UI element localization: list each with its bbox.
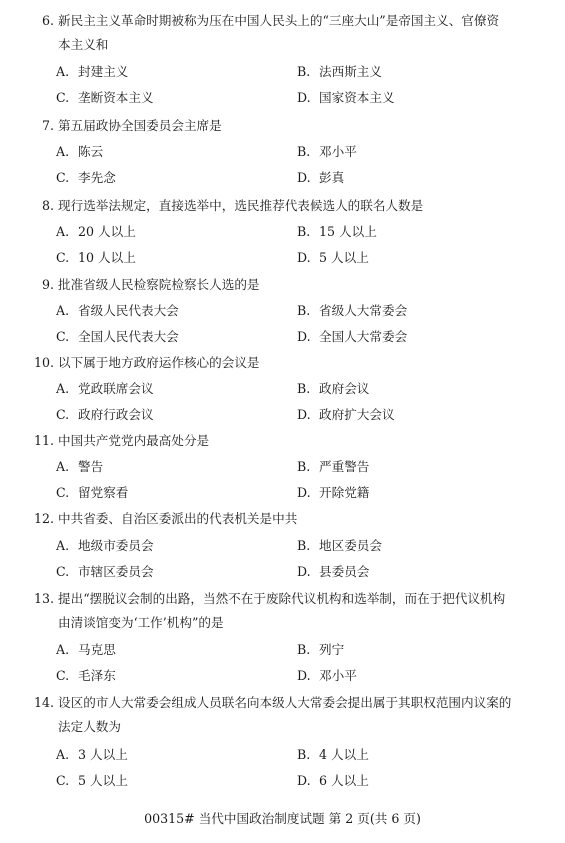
question-11 (30, 428, 540, 453)
question-number: 8. (41, 198, 54, 213)
option-label: C. (56, 329, 70, 344)
option-label: D. (297, 329, 311, 344)
option-a (56, 637, 116, 662)
option-text: 县委员会 (319, 564, 370, 579)
option-d (297, 85, 395, 110)
option-text: 封建主义 (78, 64, 129, 79)
option-label: A. (56, 538, 70, 553)
option-a (56, 454, 103, 479)
question-number: 13. (33, 591, 54, 606)
page-footer: 00315# 当代中国政治制度试题 第 2 页(共 6 页) (144, 811, 421, 826)
option-text: 15 人以上 (319, 224, 377, 239)
option-label: D. (297, 407, 311, 422)
option-label: B. (297, 144, 311, 159)
option-label: B. (297, 224, 311, 239)
option-text: 省级人民代表大会 (78, 303, 179, 318)
option-c (56, 768, 128, 793)
question-stem: 批准省级人民检察院检察长人选的是 (58, 277, 260, 292)
option-text: 开除党籍 (319, 485, 370, 500)
option-text: 5 人以上 (78, 773, 128, 788)
option-label: C. (56, 250, 70, 265)
option-label: B. (297, 459, 311, 474)
option-c (56, 165, 116, 190)
option-c (56, 402, 154, 427)
question-stem: 以下属于地方政府运作核心的会议是 (58, 355, 260, 370)
option-c (56, 559, 154, 584)
option-d (297, 480, 369, 505)
question-stem-continued: 由清谈馆变为‘工作’机构”的是 (58, 615, 224, 630)
question-stem: 现行选举法规定，直接选举中，选民推荐代表候选人的联名人数是 (58, 198, 424, 213)
option-label: A. (56, 381, 70, 396)
option-label: A. (56, 64, 70, 79)
question-13 (30, 586, 540, 611)
question-14 (30, 690, 540, 715)
option-text: 彭真 (319, 170, 345, 185)
option-d (297, 402, 395, 427)
option-text: 警告 (78, 459, 104, 474)
option-text: 严重警告 (319, 459, 370, 474)
option-text: 省级人大常委会 (319, 303, 408, 318)
option-text: 政府会议 (319, 381, 370, 396)
option-text: 6 人以上 (319, 773, 369, 788)
option-d (297, 245, 369, 270)
option-c (56, 245, 136, 270)
option-b (297, 454, 369, 479)
question-stem: 中国共产党党内最高处分是 (58, 433, 210, 448)
option-label: D. (297, 485, 311, 500)
option-d (297, 324, 407, 349)
question-7 (30, 113, 540, 138)
option-label: B. (297, 642, 311, 657)
option-text: 马克思 (78, 642, 116, 657)
option-text: 邓小平 (319, 144, 357, 159)
question-9 (30, 272, 540, 297)
question-stem: 中共省委、自治区委派出的代表机关是中共 (58, 511, 298, 526)
option-text: 3 人以上 (78, 747, 128, 762)
option-label: C. (56, 485, 70, 500)
option-text: 陈云 (78, 144, 104, 159)
question-number: 12. (33, 511, 54, 526)
option-b (297, 139, 357, 164)
option-label: A. (56, 642, 70, 657)
option-label: D. (297, 90, 311, 105)
option-text: 垄断资本主义 (78, 90, 154, 105)
option-c (56, 663, 116, 688)
question-6 (30, 8, 540, 33)
option-a (56, 376, 154, 401)
option-d (297, 559, 369, 584)
option-text: 党政联席会议 (78, 381, 154, 396)
option-label: B. (297, 747, 311, 762)
option-a (56, 742, 128, 767)
option-a (56, 139, 103, 164)
option-b (297, 637, 344, 662)
question-number: 7. (41, 118, 54, 133)
option-b (297, 533, 382, 558)
option-label: C. (56, 407, 70, 422)
option-text: 李先念 (78, 170, 116, 185)
question-10 (30, 350, 540, 375)
option-label: B. (297, 538, 311, 553)
question-stem: 提出“摆脱议会制的出路，当然不在于废除代议机构和选举制，而在于把代议机构 (58, 591, 506, 606)
question-number: 11. (33, 433, 54, 448)
option-label: A. (56, 459, 70, 474)
option-a (56, 298, 179, 323)
option-d (297, 768, 369, 793)
option-c (56, 324, 179, 349)
option-text: 政府扩大会议 (319, 407, 395, 422)
option-b (297, 376, 369, 401)
option-text: 全国人民代表大会 (78, 329, 179, 344)
option-label: A. (56, 224, 70, 239)
option-a (56, 219, 136, 244)
option-label: B. (297, 64, 311, 79)
option-text: 地区委员会 (319, 538, 382, 553)
option-label: D. (297, 668, 311, 683)
question-12 (30, 506, 540, 531)
option-label: B. (297, 381, 311, 396)
option-label: C. (56, 773, 70, 788)
option-text: 法西斯主义 (319, 64, 382, 79)
question-stem-continued: 本主义和 (58, 37, 109, 52)
option-text: 20 人以上 (78, 224, 136, 239)
question-8 (30, 193, 540, 218)
option-b (297, 298, 407, 323)
option-label: C. (56, 170, 70, 185)
option-text: 全国人大常委会 (319, 329, 408, 344)
question-stem: 第五届政协全国委员会主席是 (58, 118, 222, 133)
option-text: 4 人以上 (319, 747, 369, 762)
option-label: B. (297, 303, 311, 318)
option-c (56, 85, 154, 110)
option-c (56, 480, 128, 505)
option-label: A. (56, 747, 70, 762)
question-number: 14. (33, 695, 54, 710)
option-d (297, 165, 344, 190)
option-b (297, 219, 377, 244)
option-text: 国家资本主义 (319, 90, 395, 105)
option-text: 列宁 (319, 642, 345, 657)
option-label: D. (297, 250, 311, 265)
question-stem: 设区的市人大常委会组成人员联名向本级人大常委会提出属于其职权范围内议案的 (58, 695, 512, 710)
option-label: C. (56, 90, 70, 105)
option-text: 地级市委员会 (78, 538, 154, 553)
option-b (297, 59, 382, 84)
option-b (297, 742, 369, 767)
option-text: 5 人以上 (319, 250, 369, 265)
option-label: C. (56, 668, 70, 683)
question-stem-continued: 法定人数为 (58, 719, 121, 734)
option-label: A. (56, 144, 70, 159)
question-number: 6. (41, 13, 54, 28)
option-label: D. (297, 564, 311, 579)
question-number: 9. (41, 277, 54, 292)
option-d (297, 663, 357, 688)
option-text: 毛泽东 (78, 668, 116, 683)
question-stem: 新民主主义革命时期被称为压在中国人民头上的“三座大山”是帝国主义、官僚资 (58, 13, 500, 28)
question-number: 10. (33, 355, 54, 370)
option-text: 10 人以上 (78, 250, 136, 265)
option-a (56, 533, 154, 558)
option-text: 邓小平 (319, 668, 357, 683)
option-label: C. (56, 564, 70, 579)
option-text: 市辖区委员会 (78, 564, 154, 579)
option-label: A. (56, 303, 70, 318)
option-a (56, 59, 128, 84)
option-text: 留党察看 (78, 485, 129, 500)
option-label: D. (297, 170, 311, 185)
option-label: D. (297, 773, 311, 788)
option-text: 政府行政会议 (78, 407, 154, 422)
